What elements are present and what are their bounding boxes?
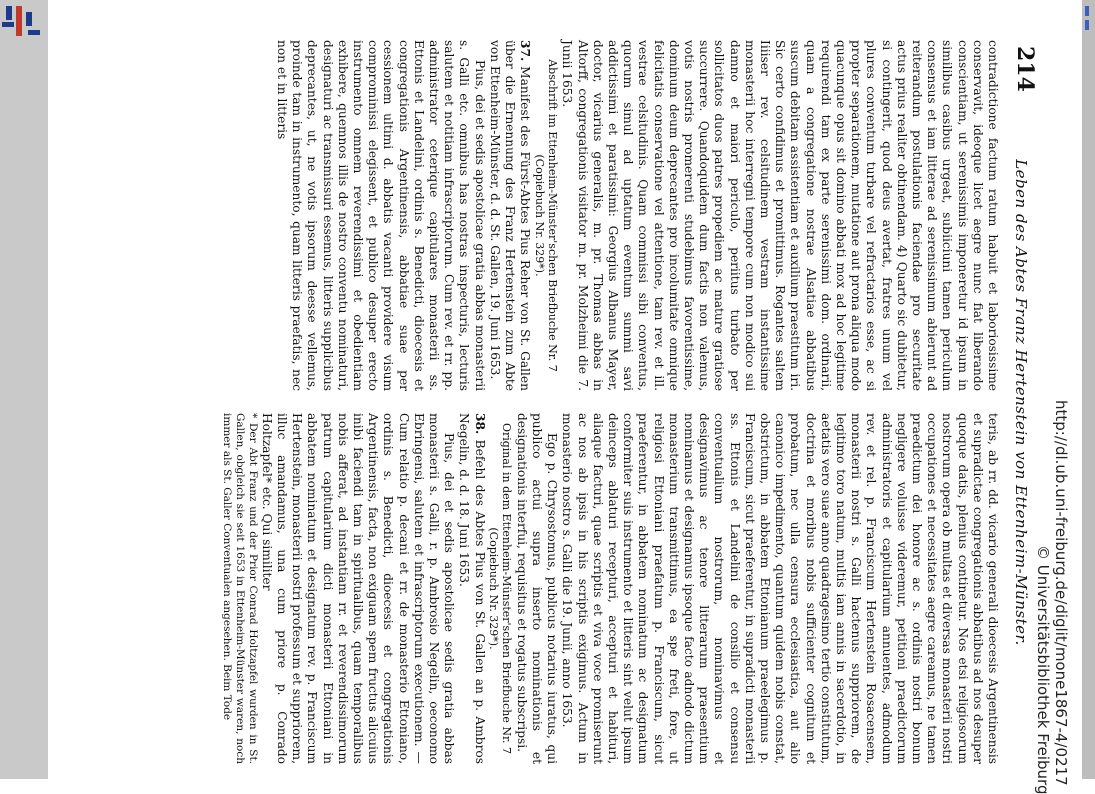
document-heading-37	[487, 40, 533, 391]
document-heading-text: Manifest des Fürst-Abtes Pius Reher von St. Gallen über die Ernennung des Franz Hertenstein zum Abte von Ettenheim-Münster, d. d. St. Gallen, 19. Juni 1653.	[487, 40, 533, 391]
source-note: Original in dem Ettenheim-Münster'schen Briefbuche Nr. 7 (Copiebuch Nr. 329*).	[487, 422, 514, 755]
paragraph: Pius, dei et sedis apostolicae gratia abbas monasterii s. Galli etc. omnibus has nostras inspecturis, lecturis salutem et notitiam infrascriptorum. Cum rev. et rr. pp. administrator ceterique capitulares monasterii ss. Ettonis et Landelini, ordinis s. Benedicti, dioecesis et congregationis Argentinensis, abbatiae suae per cessionem ultimi d. abbatis vacanti providere visum comprominissi elegissent, et publico desuper erecto instrumento omnem reverendissimi et obedientiam exhibere, quemnos illis de nostro conventu nominaturi, designaturi ac transmissuri essemus, litteris supplicibus deprecantes, ut, ne votis ipsorum deesse vellemus, proinde tam in instrumento, quam litteris praefatis, nec non et in litteris	[275, 40, 487, 391]
library-logo-icon	[2, 4, 42, 40]
document-number: 37.	[518, 40, 533, 62]
page-number: 214	[1012, 46, 1038, 92]
running-title: Leben des Abtes Franz Hertenstein von Ettenheim-Münster.	[1012, 159, 1030, 646]
left-column	[220, 40, 1000, 391]
document-heading-text: Befehl des Abtes Pius von St. Gallen an p. Ambros Negelin, d. d. 18. Juni 1653.	[457, 413, 487, 764]
paragraph: Pius, dei et sedis apostolicae sedis gratia abbas monasterii s. Galli, r. p. Ambrosio Negelin, oeconomo Ebringensi, salutem et infrascriptorum executionem. — Cum relatio p. decani et rr. de monasterio Ettoniano, ordinis s. Benedicti, dioecesis et congregationis Argentinensis, facta, non exiguam spem fructus alicuius inibi faciendi tam in spiritualibus, quam temporalibus nobis afferat, ad instantiam rr. et reverendissimorum patrum capitularium dicti monasterii Ettoniani in abbatem nominatum et designatum rev. p. Franciscum Hertenstein, monasterii nostri professum et suppriorem, illuc amandamus, una cum priore p. Conrado Holtzapfel* etc. Qui similiter	[259, 413, 457, 764]
viewer-right-strip	[1082, 0, 1095, 779]
library-mark-icon	[1083, 4, 1093, 34]
page-header	[1006, 40, 1038, 765]
scanned-page	[92, 40, 1038, 765]
source-note: Abschrift im Ettenheim-Münster'schen Briefbuche Nr. 7 (Copiebuch Nr. 329*).	[532, 59, 560, 372]
footnote: * Der Abt Franz und der Prior Conrad Holtzapfel wurden in St. Gallen, obgleich sie seit 1653 in Ettenheim-Münster waren, noch immer als St. Galler Conventualen angesehen. Beim Tode	[220, 413, 259, 764]
watermark-copyright: © Universitätsbibliothek Freiburg	[1034, 545, 1052, 794]
viewer-left-strip	[0, 0, 48, 779]
right-column	[220, 413, 1000, 764]
watermark-url: http://dl.ub.uni-freiburg.de/diglit/mone1867-4/0217	[1052, 400, 1070, 786]
text-columns	[220, 40, 1000, 765]
paragraph: Ego p. Chrysostomus, publicus notarius iuratus, qui publico actui supra inserto nominationis et designationis interfui, requisitus et rogatus subscripsi.	[514, 413, 560, 764]
paragraph: contradictione factum ratum habuit et laboriosissime conservavit, ideoque licet aegre nunc fiat liberando conscientiam, ut serenissimis imponeretur id ipsum in similibus casibus urgeat, subiiciuni tamen periculum consensus et iam litterae ad serenissimum abierunt ad reiterandum postulationis faciendae pro securitate actus prius realiter obtinendam. 4) Quarto sic dubitetur, si contingerit, quod deus avertat, fratres unum vel plures conventum turbare vel refractarios esse, ac si propter separationem, mutatione aut prona aliqua modo quacunque opus sit domino abbati mox ad hoc legitime requirendi tam ex parte serenissimi dom. ordinarii, quam a congregatione nostrae Alsatiae abbatibus suscum debitam assistentiam et auxilium praestitum iri. Sic certo confidimus et promittimus. Rogantes saltem Iiiiser rev. celsitudinem vestram instantissime monasterii hoc interregni tempore cum non modico sui damno et maiori periculo, periitus turbato per sollicitatos duos patres propediem ac mature gratiose succurrere. Quandoquidem dum factis non valemus, votis nostris promerenti studebimus favorentissime, dominum deum deprecantes pro incolumitate omnique felicitatis conservatione vel attentione, tam rev. et ill. vestrae celsitudinis. Quam commissi sibi conventus, quorum simul ad uptatum eventum summi savi addictissimi et paratissimi: Georgius Albanus Mayer, doctor, vicarius generalis, m. pr. Thomas abbas in Altorff, congregationis visitator m. pr. Molzheimi die 7. Junii 1653.	[560, 40, 1000, 391]
document-heading-38	[456, 413, 486, 764]
document-number: 38.	[472, 413, 487, 435]
watermark	[1034, 0, 1080, 794]
paragraph: teris, ab rr. dd. vicario generali dioecesis Argentinensis et supradictae congregationis abbatibus ad nos desuper quoque datis, plenius continetur. Nos etsi religiosorum nostrorum opera ob multas et diversas monasterii nostri occupationes et necessitates aegre careamus, ne tamen praedictum dei honore ac s. ordinis nostri bonum negligere voluisse videremur, petitioni praedictorum administratoris et capitularium annuentes, admodum rev. et rel. p. Franciscum Hertenstein Rosacensem, monasterii nostri s. Galli hactenus suppriorem, de legitimo toro natum, multis iam annis in sacerdotio, in aetatis vero suae anno quadragesimo tertio constitutum, doctrina et moribus nobis sufficienter cognitum et probatum, nec ulla censura ecclesiastica, aut alio canonico impedimento, quantum quidem nobis constat, obstrictum, in abbatem Ettonianum praeelegimus p. Franciscum, sicut praeferentur, in supradicti monasterii ss. Ettonis et Landelini de consilio et consensu conventualium nostrorum, nominavimus et designavimus ac tenore litterarum praesentium nominamus et designamus ipsoque facto adnodo dictum monasterium transmittimus, ea spe freti, fore, ut religiosi Ettoniani praefatum p. Franciscum, sicut praeferentur, in abbatem nominatum ac designatum conformiter suis instrumento et litteris sint velut ipsum deinceps ablaturi recepturi, accepturi et habituri, aliaque facturi, quae scriptis et viva voce promiserunt ac nos ab ipsis in his scriptis exigimus. Actum in monasterio nostro s. Galli die 19. Junii, anno 1653.	[560, 413, 1000, 765]
